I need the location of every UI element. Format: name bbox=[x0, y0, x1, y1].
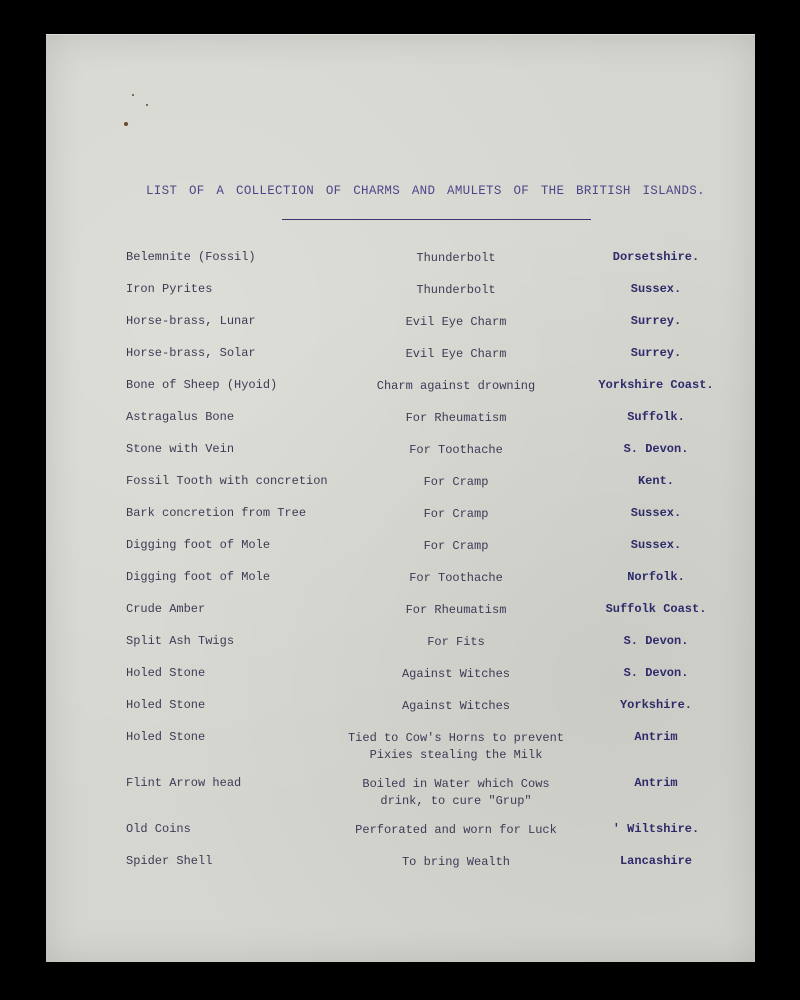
item-name: Split Ash Twigs bbox=[126, 634, 235, 648]
item-name: Holed Stone bbox=[126, 730, 206, 744]
item-place: Yorkshire. bbox=[619, 698, 692, 712]
item-use: For Rheumatism bbox=[405, 603, 507, 617]
item-place: ' Wiltshire. bbox=[612, 822, 700, 836]
item-name: Iron Pyrites bbox=[126, 282, 213, 296]
title-underline bbox=[282, 219, 591, 220]
item-place: Suffolk. bbox=[627, 410, 685, 424]
item-use: Boiled in Water which Cows drink, to cure "Grup" bbox=[362, 777, 550, 808]
item-place: S. Devon. bbox=[623, 666, 689, 680]
item-use: Thunderbolt bbox=[416, 283, 496, 297]
item-name: Flint Arrow head bbox=[126, 776, 242, 790]
item-name: Crude Amber bbox=[126, 602, 206, 616]
item-use: Perforated and worn for Luck bbox=[355, 823, 557, 837]
item-name: Horse-brass, Solar bbox=[126, 346, 256, 360]
item-name: Belemnite (Fossil) bbox=[126, 250, 256, 264]
item-use: For Toothache bbox=[409, 571, 503, 585]
item-name: Bone of Sheep (Hyoid) bbox=[126, 378, 278, 392]
item-use: Thunderbolt bbox=[416, 251, 496, 265]
item-place: Surrey. bbox=[630, 346, 682, 360]
stain-spot bbox=[146, 104, 148, 106]
item-use: For Cramp bbox=[423, 539, 489, 553]
page-edge bbox=[46, 34, 755, 35]
item-name: Fossil Tooth with concretion bbox=[126, 474, 328, 488]
item-place: Sussex. bbox=[630, 506, 682, 520]
item-use: To bring Wealth bbox=[401, 855, 511, 869]
item-use: For Cramp bbox=[423, 507, 489, 521]
item-place: Antrim bbox=[634, 776, 678, 790]
item-use: Tied to Cow's Horns to prevent Pixies stealing the Milk bbox=[347, 731, 565, 762]
item-use: For Rheumatism bbox=[405, 411, 507, 425]
item-use: Evil Eye Charm bbox=[405, 347, 507, 361]
stain-spot bbox=[132, 94, 134, 96]
item-use: For Toothache bbox=[409, 443, 503, 457]
item-name: Holed Stone bbox=[126, 698, 206, 712]
item-use: Against Witches bbox=[401, 699, 511, 713]
item-use: For Fits bbox=[427, 635, 485, 649]
item-name: Holed Stone bbox=[126, 666, 206, 680]
item-place: S. Devon. bbox=[623, 634, 689, 648]
item-use: Charm against drowning bbox=[376, 379, 536, 393]
stain-spot bbox=[124, 122, 128, 126]
item-place: Sussex. bbox=[630, 282, 682, 296]
item-name: Old Coins bbox=[126, 822, 191, 836]
item-place: Antrim bbox=[634, 730, 678, 744]
item-use: Evil Eye Charm bbox=[405, 315, 507, 329]
item-name: Stone with Vein bbox=[126, 442, 235, 456]
item-place: Lancashire bbox=[619, 854, 692, 868]
document-page bbox=[46, 34, 755, 962]
item-use: Against Witches bbox=[401, 667, 511, 681]
item-name: Digging foot of Mole bbox=[126, 538, 271, 552]
document-title: LIST OF A COLLECTION OF CHARMS AND AMULETS OF THE BRITISH ISLANDS. bbox=[146, 184, 705, 198]
item-place: Yorkshire Coast. bbox=[598, 378, 714, 392]
item-place: Kent. bbox=[637, 474, 674, 488]
item-place: Dorsetshire. bbox=[612, 250, 700, 264]
item-name: Spider Shell bbox=[126, 854, 213, 868]
item-name: Astragalus Bone bbox=[126, 410, 235, 424]
item-use: For Cramp bbox=[423, 475, 489, 489]
item-place: Suffolk Coast. bbox=[605, 602, 707, 616]
item-place: Norfolk. bbox=[627, 570, 685, 584]
item-name: Digging foot of Mole bbox=[126, 570, 271, 584]
item-name: Bark concretion from Tree bbox=[126, 506, 307, 520]
item-place: Sussex. bbox=[630, 538, 682, 552]
item-place: Surrey. bbox=[630, 314, 682, 328]
item-place: S. Devon. bbox=[623, 442, 689, 456]
item-name: Horse-brass, Lunar bbox=[126, 314, 256, 328]
